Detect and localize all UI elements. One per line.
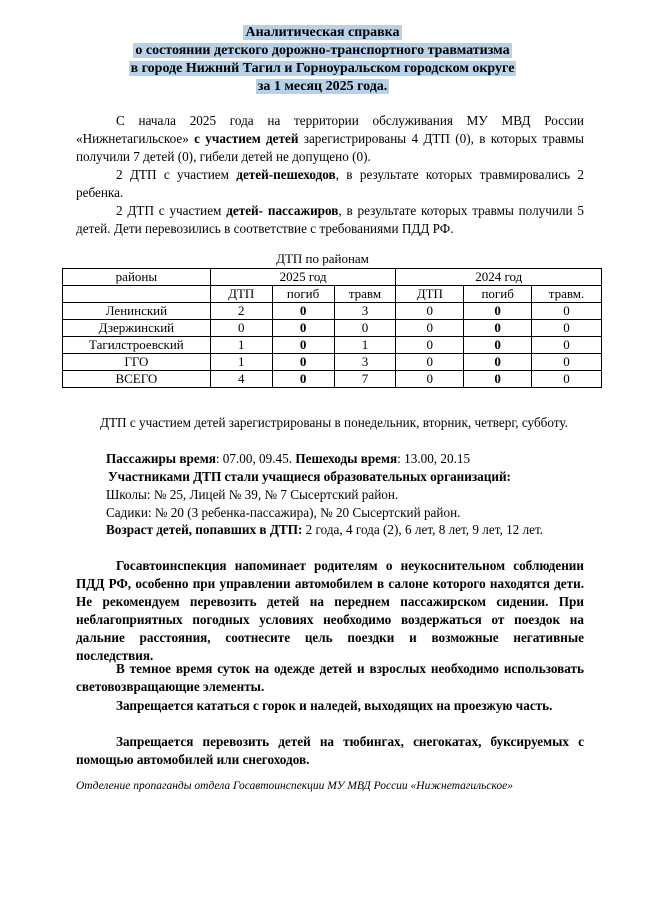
table-row	[63, 320, 602, 337]
table-row	[63, 303, 602, 320]
cell: 3	[334, 354, 396, 371]
header-empty	[63, 286, 211, 303]
cell: 0	[464, 320, 532, 337]
header-dtp-2024: ДТП	[396, 286, 464, 303]
cell: 0	[532, 354, 602, 371]
cell: 1	[334, 337, 396, 354]
cell: 0	[464, 303, 532, 320]
cell: 3	[334, 303, 396, 320]
warning-paragraph-1: Госавтоинспекция напоминает родителям о неукоснительном соблюдении ПДД РФ, особенно при управлении автомобилем в салоне которого находятся дети. Не рекомендуем перевозить детей на переднем пассажирском сидении. При неблагоприятных погодных условиях необходимо воздержаться от поездок на дальние расстояния, соотнесите цель поездки и возможные негативные последствия.	[76, 558, 584, 663]
header-year-2025: 2025 год	[210, 269, 396, 286]
cell: 0	[532, 320, 602, 337]
header-districts: районы	[63, 269, 211, 286]
cell: 7	[334, 371, 396, 388]
cell: 0	[272, 337, 334, 354]
district-name: ГГО	[63, 354, 211, 371]
cell: 0	[272, 320, 334, 337]
warning-paragraph-3: Запрещается кататься с горок и наледей, выходящих на проезжую часть.	[116, 698, 553, 713]
schools-line: Школы: № 25, Лицей № 39, № 7 Сысертский район.	[106, 487, 399, 502]
cell: 0	[272, 303, 334, 320]
warning-paragraph-2: В темное время суток на одежде детей и взрослых необходимо использовать световозвращающие элементы.	[76, 661, 584, 694]
table-row-total	[63, 371, 602, 388]
district-name: ВСЕГО	[63, 371, 211, 388]
title-line-3: в городе Нижний Тагил и Горноуральском городском округе	[130, 61, 515, 76]
intro-paragraph-3: 2 ДТП с участием детей- пассажиров, в результате которых травмы получили 5 детей. Дети перевозились в соответствие с требованиями ПДД РФ.	[76, 203, 584, 236]
intro-paragraph-2: 2 ДТП с участием детей-пешеходов, в результате которых травмировались 2 ребенка.	[76, 167, 584, 200]
cell: 0	[396, 337, 464, 354]
title-line-4: за 1 месяц 2025 года.	[257, 79, 388, 94]
warning-paragraph-4: Запрещается перевозить детей на тюбингах, снегокатах, буксируемых с помощью автомобилей или снегоходов.	[76, 734, 584, 767]
cell: 0	[464, 354, 532, 371]
document-title	[0, 24, 645, 96]
header-injured-2024: травм.	[532, 286, 602, 303]
header-killed-2024: погиб	[464, 286, 532, 303]
cell: 0	[334, 320, 396, 337]
cell: 0	[272, 371, 334, 388]
district-name: Тагилстроевский	[63, 337, 211, 354]
cell: 0	[532, 303, 602, 320]
header-year-2024: 2024 год	[396, 269, 602, 286]
district-name: Ленинский	[63, 303, 211, 320]
cell: 0	[532, 337, 602, 354]
cell: 0	[532, 371, 602, 388]
table-header-row	[63, 269, 602, 286]
header-killed-2025: погиб	[272, 286, 334, 303]
cell: 0	[396, 371, 464, 388]
participants-heading: Участниками ДТП стали учащиеся образовательных организаций:	[108, 469, 511, 484]
header-injured-2025: травм	[334, 286, 396, 303]
district-name: Дзержинский	[63, 320, 211, 337]
cell: 1	[210, 354, 272, 371]
cell: 0	[272, 354, 334, 371]
cell: 0	[396, 303, 464, 320]
cell: 0	[396, 354, 464, 371]
cell: 2	[210, 303, 272, 320]
times-paragraph: Пассажиры время: 07.00, 09.45. Пешеходы время: 13.00, 20.15	[106, 451, 471, 466]
districts-table	[62, 268, 602, 388]
table-row	[63, 354, 602, 371]
table-caption: ДТП по районам	[276, 251, 369, 266]
cell: 1	[210, 337, 272, 354]
title-line-2: о состоянии детского дорожно-транспортного травматизма	[135, 43, 510, 58]
title-line-1: Аналитическая справка	[245, 25, 400, 40]
cell: 0	[396, 320, 464, 337]
intro-paragraph-1: С начала 2025 года на территории обслуживания МУ МВД России «Нижнетагильское» с участием детей зарегистрированы 4 ДТП (0), в которых травмы получили 7 детей (0), гибели детей не допущено (0).	[76, 113, 584, 164]
kindergartens-line: Садики: № 20 (3 ребенка-пассажира), № 20 Сысертский район.	[106, 505, 461, 520]
age-paragraph: Возраст детей, попавших в ДТП: 2 года, 4 года (2), 6 лет, 8 лет, 9 лет, 12 лет.	[106, 522, 544, 537]
cell: 0	[464, 371, 532, 388]
cell: 0	[464, 337, 532, 354]
days-paragraph: ДТП с участием детей зарегистрированы в понедельник, вторник, четверг, субботу.	[100, 415, 568, 430]
cell: 4	[210, 371, 272, 388]
header-dtp-2025: ДТП	[210, 286, 272, 303]
table-subheader-row	[63, 286, 602, 303]
footer-signature: Отделение пропаганды отдела Госавтоинспекции МУ МВД России «Нижнетагильское»	[76, 780, 514, 792]
table-row	[63, 337, 602, 354]
cell: 0	[210, 320, 272, 337]
